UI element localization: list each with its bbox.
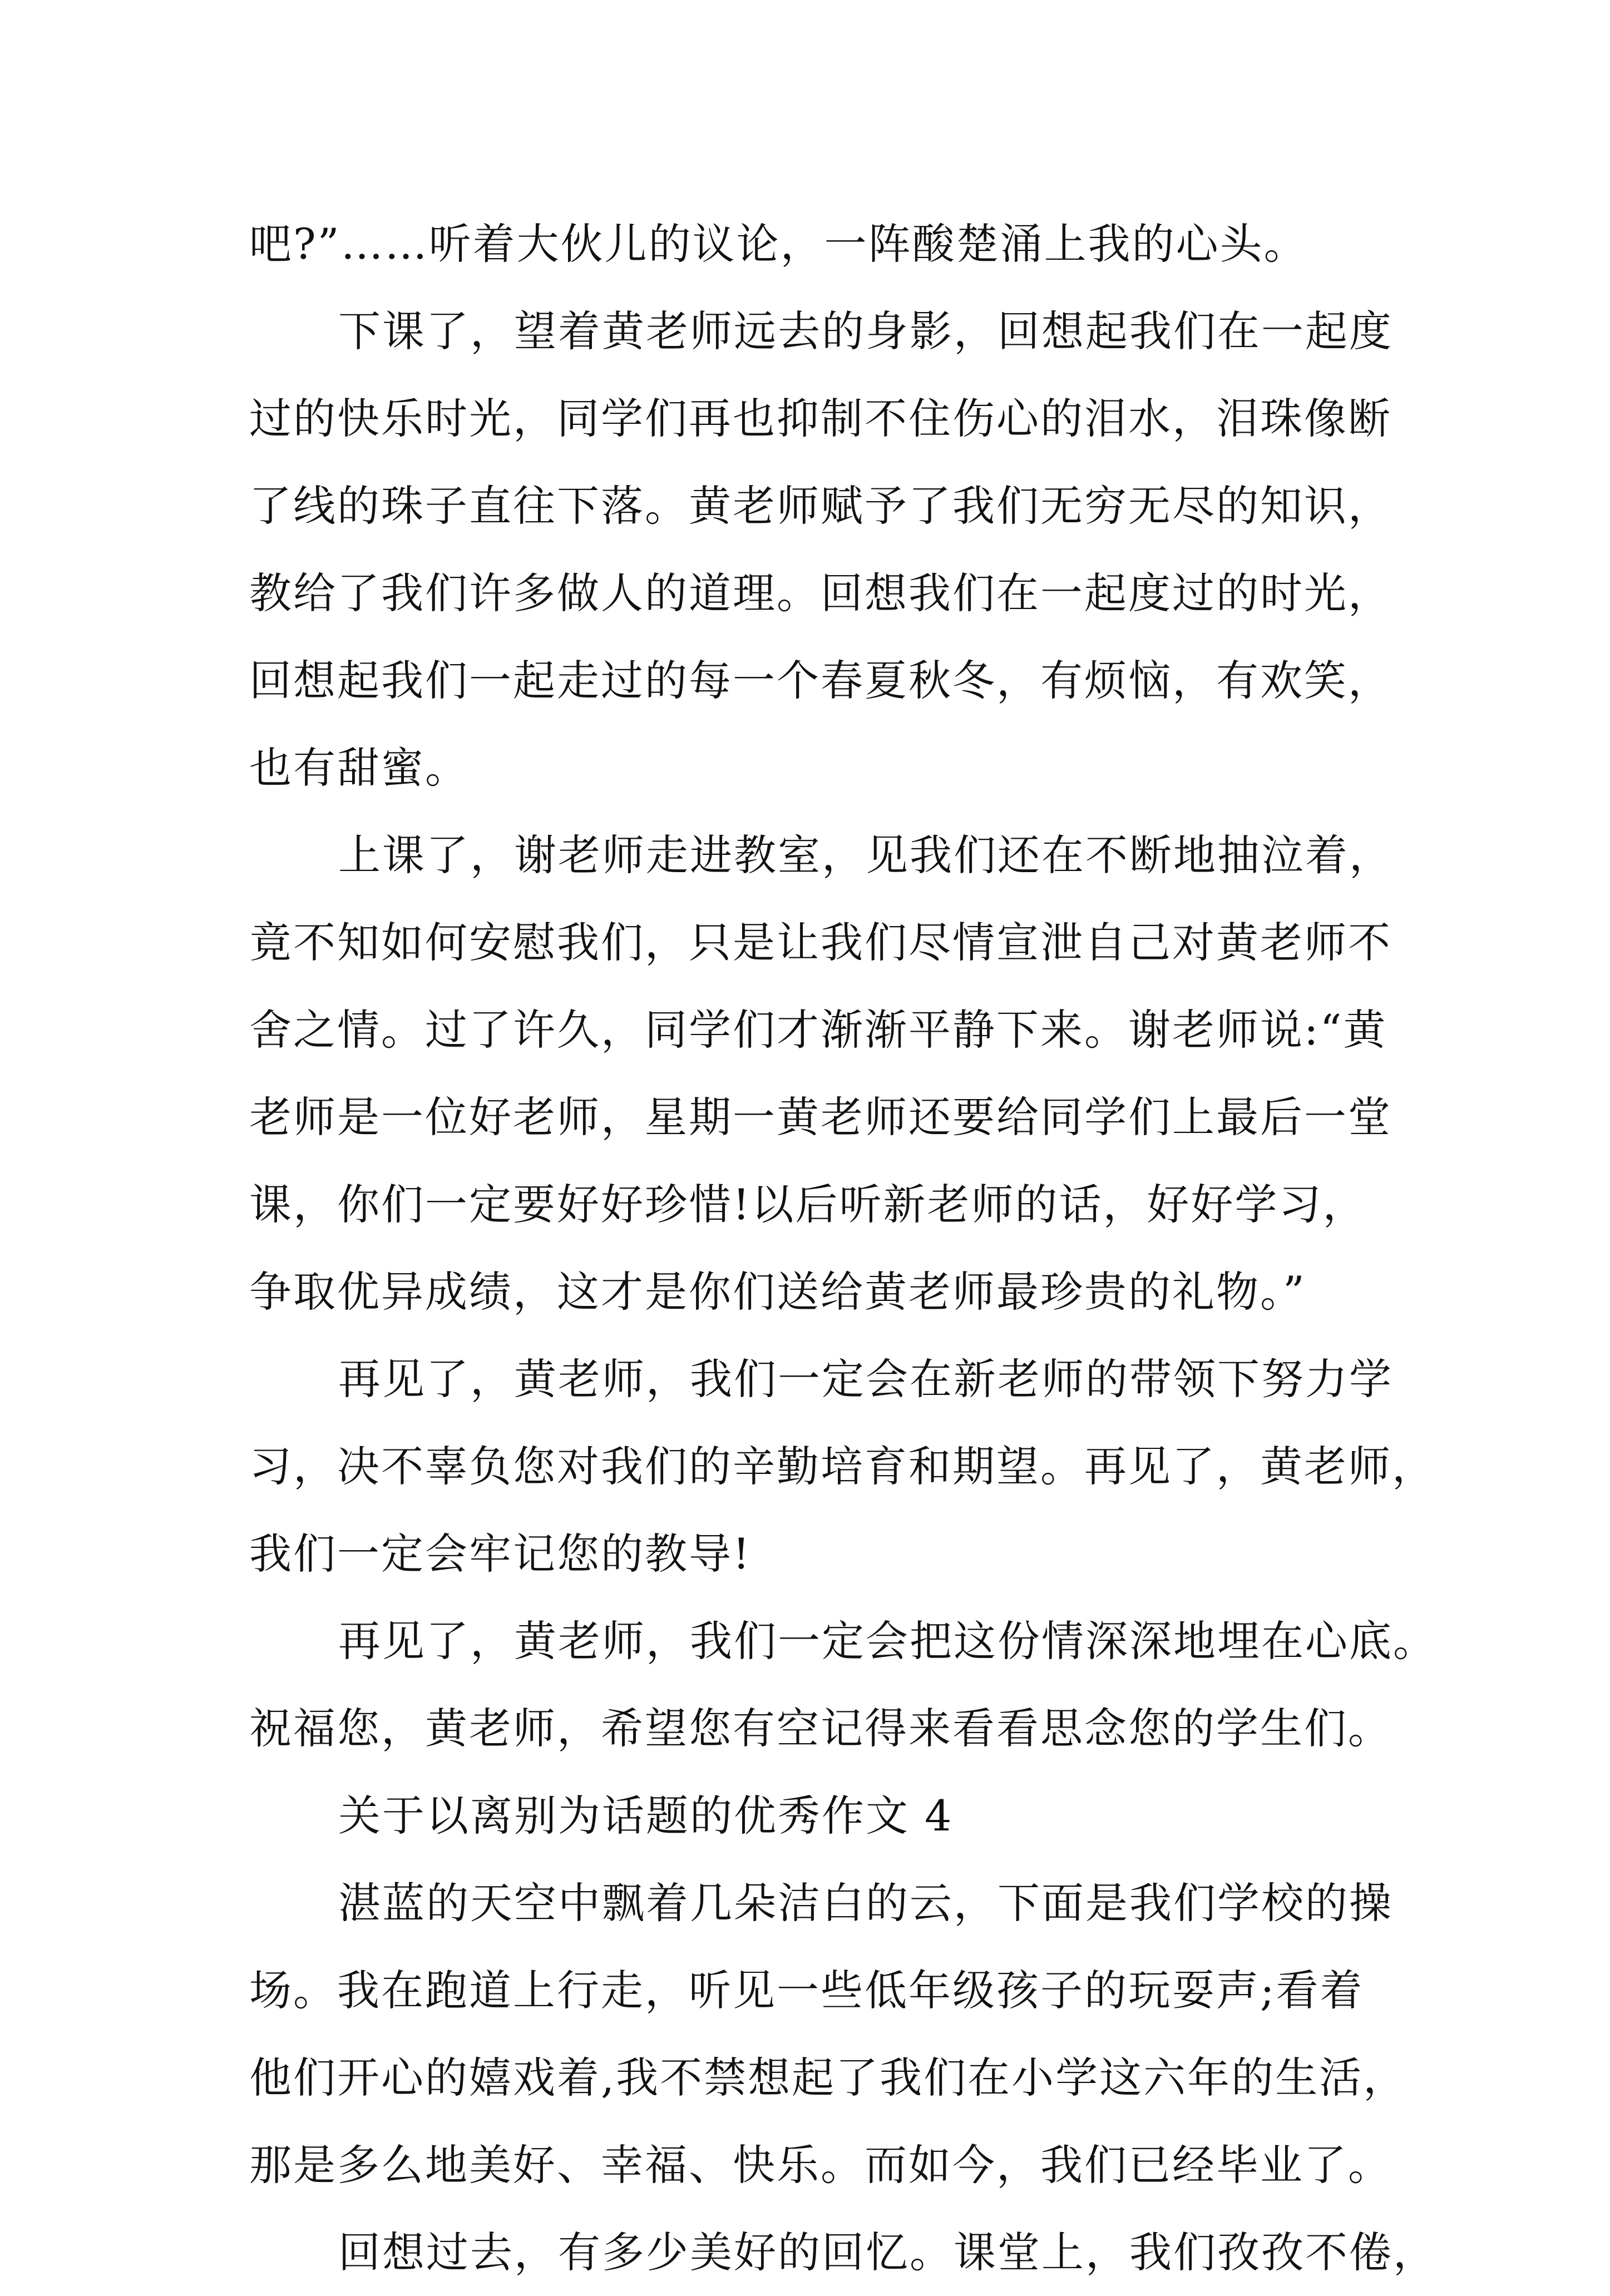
text-line: 过的快乐时光，同学们再也抑制不住伤心的泪水，泪珠像断: [249, 394, 1392, 443]
text-line: 他们开心的嬉戏着,我不禁想起了我们在小学这六年的生活，: [249, 2053, 1407, 2102]
text-line: 再见了，黄老师，我们一定会把这份情深深地埋在心底。: [338, 1616, 1437, 1666]
text-line: 也有甜蜜。: [249, 743, 469, 793]
text-line: 竟不知如何安慰我们，只是让我们尽情宣泄自己对黄老师不: [249, 918, 1392, 967]
text-line: 习，决不辜负您对我们的辛勤培育和期望。再见了，黄老师，: [249, 1442, 1436, 1491]
text-line: 回想起我们一起走过的每一个春夏秋冬，有烦恼，有欢笑，: [249, 656, 1392, 705]
text-line: 再见了，黄老师，我们一定会在新老师的带领下努力学: [338, 1354, 1393, 1404]
text-line: 了线的珠子直往下落。黄老师赋予了我们无穷无尽的知识，: [249, 481, 1392, 531]
text-line: 舍之情。过了许久，同学们才渐渐平静下来。谢老师说:“黄: [249, 1005, 1387, 1055]
text-line: 祝福您，黄老师，希望您有空记得来看看思念您的学生们。: [249, 1704, 1392, 1753]
text-line: 我们一定会牢记您的教导!: [249, 1529, 752, 1578]
text-line: 课，你们一定要好好珍惜!以后听新老师的话，好好学习，: [249, 1180, 1367, 1229]
text-line: 那是多么地美好、幸福、快乐。而如今，我们已经毕业了。: [249, 2140, 1392, 2190]
text-line: 老师是一位好老师，星期一黄老师还要给同学们上最后一堂: [249, 1092, 1392, 1142]
section-heading: 关于以离别为话题的优秀作文 4: [338, 1791, 954, 1840]
body-text: [249, 200, 1437, 2296]
text-line: 下课了，望着黄老师远去的身影，回想起我们在一起度: [338, 306, 1393, 356]
text-line: 争取优异成绩，这才是你们送给黄老师最珍贵的礼物。”: [249, 1267, 1306, 1317]
text-line: 场。我在跑道上行走，听见一些低年级孩子的玩耍声;看着: [249, 1966, 1364, 2015]
text-line: 上课了，谢老师走进教室，见我们还在不断地抽泣着，: [338, 830, 1393, 880]
text-line: 回想过去，有多少美好的回忆。课堂上，我们孜孜不倦，: [338, 2228, 1437, 2277]
text-line: 吧?”……听着大伙儿的议论，一阵酸楚涌上我的心头。: [249, 219, 1308, 269]
text-line: 湛蓝的天空中飘着几朵洁白的云，下面是我们学校的操: [338, 1878, 1393, 1928]
text-line: 教给了我们许多做人的道理。回想我们在一起度过的时光，: [249, 568, 1392, 618]
